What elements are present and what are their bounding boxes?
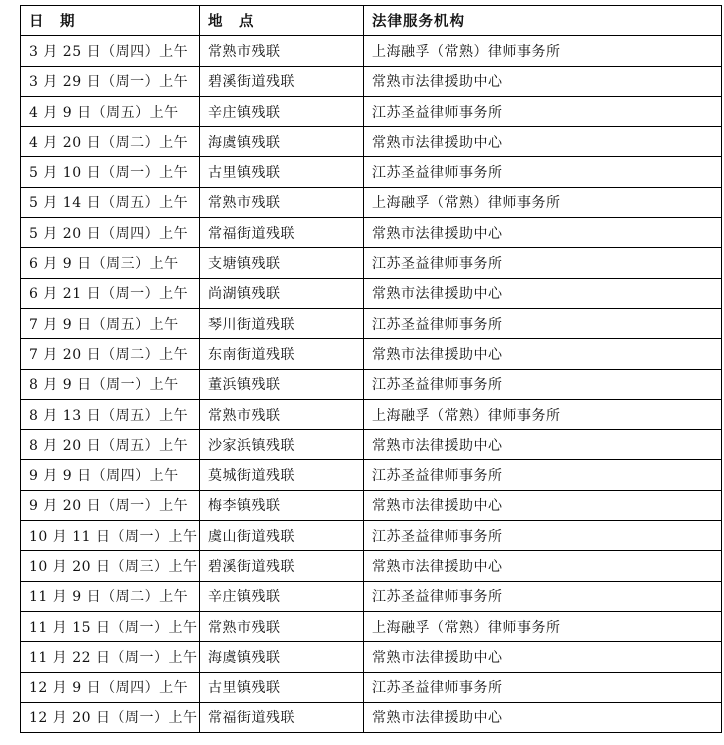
table-row: [21, 581, 722, 611]
cell-date: 5 月 20 日（周四）上午: [21, 218, 200, 248]
cell-date: 10 月 20 日（周三）上午: [21, 551, 200, 581]
table-row: [21, 278, 722, 308]
header-place: 地 点: [200, 6, 364, 36]
cell-date: 4 月 20 日（周二）上午: [21, 127, 200, 157]
cell-date: 7 月 20 日（周二）上午: [21, 339, 200, 369]
header-row: [21, 6, 722, 36]
cell-place: 东南街道残联: [200, 339, 364, 369]
cell-date: 8 月 20 日（周五）上午: [21, 430, 200, 460]
cell-org: 江苏圣益律师事务所: [364, 581, 722, 611]
cell-place: 沙家浜镇残联: [200, 430, 364, 460]
table-body: [21, 36, 722, 733]
schedule-table: [20, 5, 722, 733]
table-header: [21, 6, 722, 36]
table-row: [21, 339, 722, 369]
cell-date: 8 月 13 日（周五）上午: [21, 399, 200, 429]
cell-org: 常熟市法律援助中心: [364, 66, 722, 96]
cell-org: 江苏圣益律师事务所: [364, 157, 722, 187]
cell-org: 江苏圣益律师事务所: [364, 369, 722, 399]
table-row: [21, 399, 722, 429]
cell-place: 辛庄镇残联: [200, 581, 364, 611]
cell-date: 12 月 9 日（周四）上午: [21, 672, 200, 702]
table-row: [21, 672, 722, 702]
table-row: [21, 157, 722, 187]
header-date: 日 期: [21, 6, 200, 36]
table-row: [21, 248, 722, 278]
table-row: [21, 308, 722, 338]
table-row: [21, 187, 722, 217]
table-row: [21, 490, 722, 520]
table-row: [21, 642, 722, 672]
cell-place: 常熟市残联: [200, 611, 364, 641]
cell-date: 9 月 20 日（周一）上午: [21, 490, 200, 520]
cell-org: 上海融孚（常熟）律师事务所: [364, 36, 722, 66]
cell-place: 碧溪街道残联: [200, 551, 364, 581]
table-row: [21, 521, 722, 551]
cell-org: 常熟市法律援助中心: [364, 551, 722, 581]
cell-place: 常熟市残联: [200, 36, 364, 66]
cell-org: 常熟市法律援助中心: [364, 278, 722, 308]
header-org: 法律服务机构: [364, 6, 722, 36]
cell-org: 常熟市法律援助中心: [364, 702, 722, 732]
cell-org: 江苏圣益律师事务所: [364, 521, 722, 551]
cell-place: 梅李镇残联: [200, 490, 364, 520]
table-row: [21, 66, 722, 96]
cell-place: 常熟市残联: [200, 187, 364, 217]
cell-date: 10 月 11 日（周一）上午: [21, 521, 200, 551]
cell-place: 海虞镇残联: [200, 642, 364, 672]
table-row: [21, 218, 722, 248]
cell-date: 5 月 10 日（周一）上午: [21, 157, 200, 187]
cell-org: 常熟市法律援助中心: [364, 490, 722, 520]
cell-org: 常熟市法律援助中心: [364, 127, 722, 157]
cell-date: 8 月 9 日（周一）上午: [21, 369, 200, 399]
cell-org: 江苏圣益律师事务所: [364, 96, 722, 126]
table-row: [21, 96, 722, 126]
cell-org: 常熟市法律援助中心: [364, 642, 722, 672]
cell-date: 11 月 22 日（周一）上午: [21, 642, 200, 672]
cell-place: 常熟市残联: [200, 399, 364, 429]
cell-place: 碧溪街道残联: [200, 66, 364, 96]
table-row: [21, 702, 722, 732]
cell-place: 尚湖镇残联: [200, 278, 364, 308]
cell-org: 上海融孚（常熟）律师事务所: [364, 399, 722, 429]
cell-date: 3 月 29 日（周一）上午: [21, 66, 200, 96]
cell-date: 11 月 9 日（周二）上午: [21, 581, 200, 611]
cell-org: 江苏圣益律师事务所: [364, 248, 722, 278]
cell-place: 海虞镇残联: [200, 127, 364, 157]
cell-date: 9 月 9 日（周四）上午: [21, 460, 200, 490]
table-row: [21, 127, 722, 157]
cell-place: 古里镇残联: [200, 672, 364, 702]
cell-place: 琴川街道残联: [200, 308, 364, 338]
table-row: [21, 430, 722, 460]
table-row: [21, 611, 722, 641]
cell-place: 常福街道残联: [200, 218, 364, 248]
cell-place: 辛庄镇残联: [200, 96, 364, 126]
table-row: [21, 460, 722, 490]
cell-place: 古里镇残联: [200, 157, 364, 187]
cell-place: 董浜镇残联: [200, 369, 364, 399]
cell-date: 3 月 25 日（周四）上午: [21, 36, 200, 66]
cell-date: 5 月 14 日（周五）上午: [21, 187, 200, 217]
cell-place: 莫城街道残联: [200, 460, 364, 490]
cell-org: 江苏圣益律师事务所: [364, 672, 722, 702]
cell-org: 常熟市法律援助中心: [364, 430, 722, 460]
cell-place: 支塘镇残联: [200, 248, 364, 278]
cell-date: 7 月 9 日（周五）上午: [21, 308, 200, 338]
cell-date: 11 月 15 日（周一）上午: [21, 611, 200, 641]
cell-place: 虞山街道残联: [200, 521, 364, 551]
cell-place: 常福街道残联: [200, 702, 364, 732]
cell-org: 上海融孚（常熟）律师事务所: [364, 187, 722, 217]
table-row: [21, 36, 722, 66]
cell-date: 6 月 21 日（周一）上午: [21, 278, 200, 308]
cell-org: 江苏圣益律师事务所: [364, 308, 722, 338]
cell-date: 6 月 9 日（周三）上午: [21, 248, 200, 278]
cell-org: 常熟市法律援助中心: [364, 339, 722, 369]
cell-org: 常熟市法律援助中心: [364, 218, 722, 248]
cell-date: 4 月 9 日（周五）上午: [21, 96, 200, 126]
cell-org: 江苏圣益律师事务所: [364, 460, 722, 490]
cell-date: 12 月 20 日（周一）上午: [21, 702, 200, 732]
table-row: [21, 551, 722, 581]
table-row: [21, 369, 722, 399]
cell-org: 上海融孚（常熟）律师事务所: [364, 611, 722, 641]
